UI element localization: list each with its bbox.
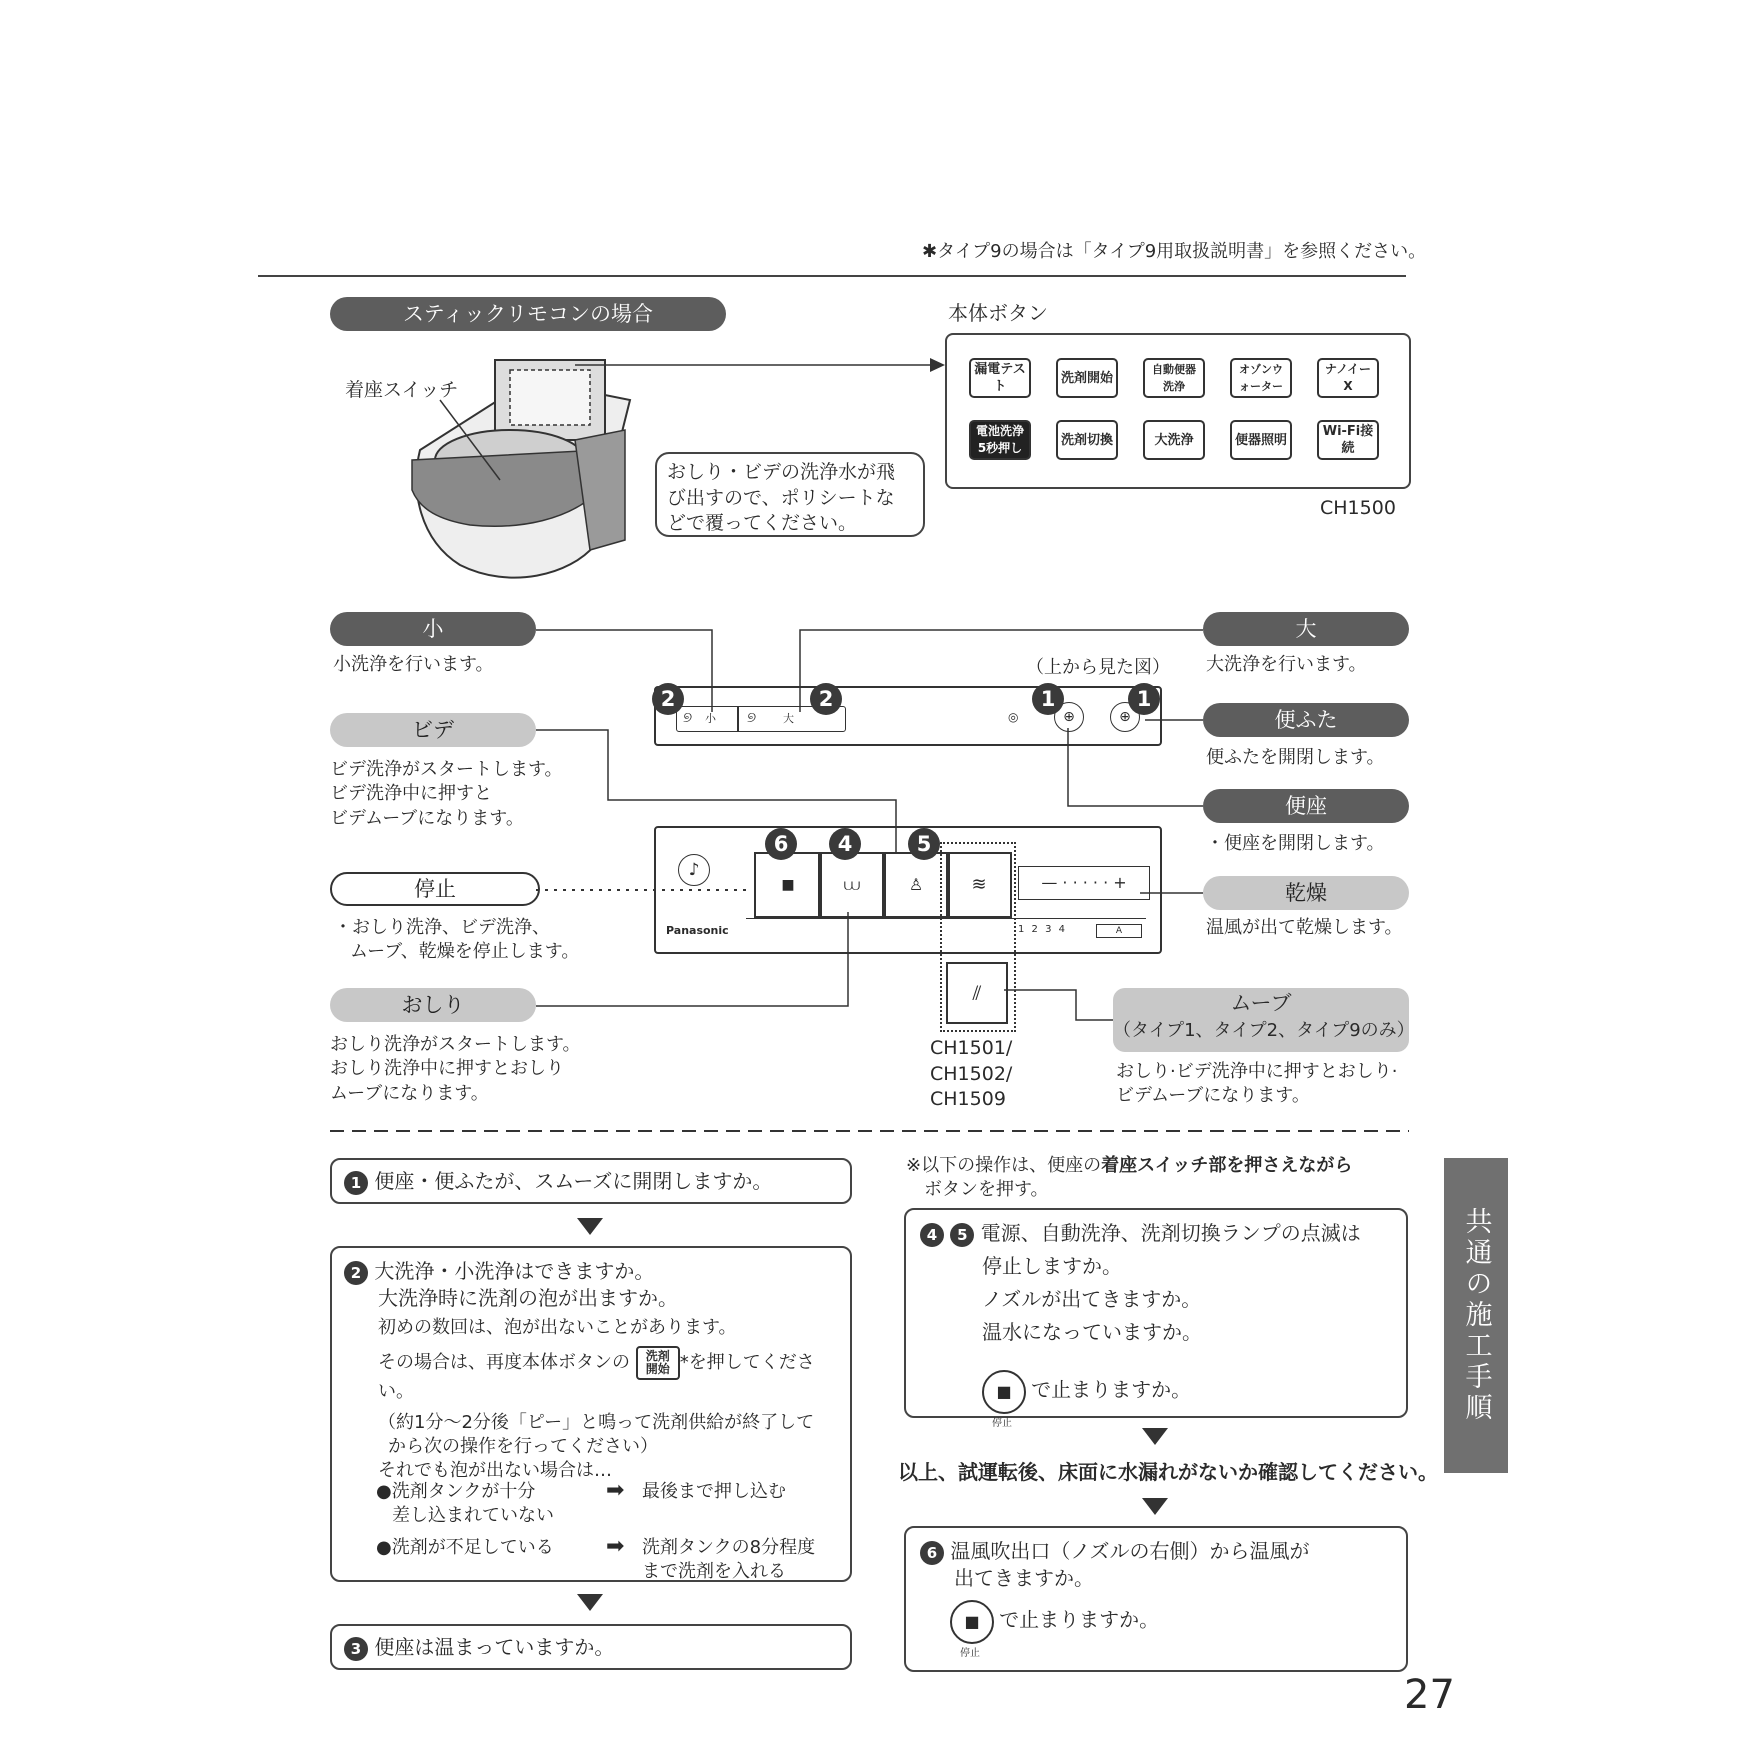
top-view-label: （上から見た図） bbox=[1026, 657, 1170, 678]
marker-1-seat: 1 bbox=[1032, 683, 1064, 715]
step6-stop bbox=[950, 1600, 1160, 1659]
step45-line3: ノズルが出てきますか。 bbox=[982, 1287, 1202, 1311]
case1-fix: 最後まで押し込む bbox=[642, 1481, 786, 1502]
level-numbers: 1 2 3 4 bbox=[1018, 924, 1065, 935]
marker-6: 6 bbox=[765, 828, 797, 860]
move-desc-1: おしり·ビデ洗浄中に押すとおしり· bbox=[1116, 1061, 1398, 1082]
dry-label: 乾燥 bbox=[1203, 876, 1409, 910]
move-desc-2: ビデムーブになります。 bbox=[1116, 1085, 1310, 1107]
arrow-right-icon: ➡ bbox=[606, 1534, 625, 1559]
step6-number: 6 bbox=[920, 1541, 944, 1565]
body-buttons-title: 本体ボタン bbox=[948, 301, 1048, 325]
splash-callout-text: おしり・ビデの洗浄水が飛び出すので、ポリシートなどで覆ってください。 bbox=[667, 461, 896, 535]
step45-line4: 温水になっていますか。 bbox=[982, 1320, 1202, 1344]
header-note: ✱タイプ9の場合は「タイプ9用取扱説明書」を参照ください。 bbox=[922, 241, 1427, 262]
seat-label: 便座 bbox=[1203, 789, 1409, 823]
remote-model-1: CH1501/ bbox=[930, 1037, 1013, 1059]
large-flush-button[interactable]: 大洗浄 bbox=[1143, 420, 1205, 460]
stop-desc-1: ・おしり洗浄、ビデ洗浄、 bbox=[334, 917, 550, 938]
oshiri-desc-3: ムーブになります。 bbox=[330, 1082, 489, 1104]
step2-note2b: *を押してください。 bbox=[378, 1352, 815, 1403]
lid-desc: 便ふたを開閉します。 bbox=[1206, 747, 1385, 768]
indicator-icon: ◎ bbox=[1008, 710, 1019, 724]
small-mark: 小 bbox=[705, 712, 716, 725]
small-desc: 小洗浄を行います。 bbox=[333, 654, 494, 675]
case2-fix bbox=[642, 1536, 815, 1585]
step3-number: 3 bbox=[344, 1637, 368, 1661]
case2-fix-2: まで洗剤を入れる bbox=[642, 1561, 786, 1583]
seat-desc: ・便座を開閉します。 bbox=[1206, 833, 1385, 854]
large-mark: 大 bbox=[783, 712, 794, 725]
down-arrow-2 bbox=[577, 1594, 603, 1611]
step6-line1 bbox=[920, 1538, 1392, 1565]
case1-cond-1: ●洗剤タンクが十分 bbox=[376, 1481, 536, 1502]
bidet-desc-1: ビデ洗浄がスタートします。 bbox=[330, 759, 563, 780]
bidet-desc-3: ビデムーブになります。 bbox=[330, 807, 524, 829]
stop-button[interactable]: ■ bbox=[754, 852, 822, 918]
dry-button[interactable]: ≋ bbox=[946, 852, 1012, 918]
step2-note2 bbox=[344, 1346, 838, 1404]
step2-note3a: （約1分〜2分後「ピー」と鳴って洗剤供給が終了して bbox=[378, 1411, 815, 1433]
case2-fix-1: 洗剤タンクの8分程度 bbox=[642, 1537, 816, 1558]
right-note-2: 着座スイッチ部を押さえながら bbox=[1101, 1155, 1353, 1176]
right-note bbox=[906, 1154, 1352, 1203]
right-note-1: ※以下の操作は、便座の bbox=[906, 1155, 1102, 1176]
step4-number: 4 bbox=[920, 1223, 944, 1247]
stop-button-icon: ■ 停止 bbox=[982, 1370, 1026, 1414]
stop-caption: 停止 bbox=[992, 1418, 1012, 1429]
down-arrow-1 bbox=[577, 1218, 603, 1235]
step45-stop-text: で止まりますか。 bbox=[1031, 1377, 1192, 1402]
step1-box bbox=[330, 1158, 852, 1204]
step45-stop bbox=[982, 1370, 1192, 1429]
auto-bowl-clean-button[interactable]: 自動便器洗浄 bbox=[1143, 358, 1205, 398]
battery-flush-button[interactable]: 電池洗浄5秒押し bbox=[969, 420, 1031, 460]
stop-caption: 停止 bbox=[960, 1648, 980, 1659]
step2-note4: それでも泡が出ない場合は… bbox=[378, 1460, 612, 1482]
bowl-light-button[interactable]: 便器照明 bbox=[1230, 420, 1292, 460]
brand-logo: Panasonic bbox=[666, 924, 729, 937]
bidet-label: ビデ bbox=[330, 713, 536, 747]
step6-box bbox=[904, 1526, 1408, 1672]
step45-text1: 電源、自動洗浄、洗剤切換ランプの点滅は bbox=[980, 1221, 1361, 1245]
ozone-water-button[interactable]: オゾンウォーター bbox=[1230, 358, 1292, 398]
oshiri-label: おしり bbox=[330, 988, 536, 1022]
remote-model-3: CH1509 bbox=[930, 1088, 1006, 1111]
seat-open-button[interactable]: ⊕ bbox=[1054, 702, 1084, 732]
lid-label: 便ふた bbox=[1203, 703, 1409, 737]
swirl-icon: ୭ bbox=[747, 708, 757, 726]
marker-5: 5 bbox=[908, 828, 940, 860]
section-stick-remote: スティックリモコンの場合 bbox=[330, 297, 726, 331]
down-arrow-3 bbox=[1142, 1428, 1168, 1445]
step2-note2a: その場合は、再度本体ボタンの bbox=[378, 1352, 630, 1374]
level-indicator: A bbox=[1096, 924, 1142, 938]
swirl-icon: ୭ bbox=[683, 708, 693, 726]
move-button[interactable]: ⫽ bbox=[946, 962, 1008, 1024]
oshiri-desc-1: おしり洗浄がスタートします。 bbox=[330, 1034, 581, 1055]
confirm-text: 以上、試運転後、床面に水漏れがないか確認してください。 bbox=[898, 1460, 1438, 1484]
nanoe-x-button[interactable]: ナノイーX bbox=[1317, 358, 1379, 398]
wifi-connect-button[interactable]: Wi-Fi接続 bbox=[1317, 420, 1379, 460]
step2-note3b: から次の操作を行ってください） bbox=[388, 1435, 658, 1457]
large-desc: 大洗浄を行います。 bbox=[1206, 654, 1367, 675]
step2-number: 2 bbox=[344, 1261, 368, 1285]
seat-switch-label: 着座スイッチ bbox=[345, 379, 459, 401]
oshiri-button[interactable]: ⩊ bbox=[818, 852, 886, 918]
case2-cond: ●洗剤が不足している bbox=[376, 1537, 554, 1558]
large-label: 大 bbox=[1203, 612, 1409, 646]
marker-2-large: 2 bbox=[810, 683, 842, 715]
remote-model-2: CH1502/ bbox=[930, 1062, 1013, 1085]
step3-box bbox=[330, 1624, 852, 1670]
marker-2-small: 2 bbox=[652, 683, 684, 715]
marker-4: 4 bbox=[829, 828, 861, 860]
step45-line1 bbox=[920, 1220, 1392, 1247]
arrow-right-icon: ➡ bbox=[606, 1478, 625, 1503]
body-model: CH1500 bbox=[1320, 497, 1396, 519]
step1-text: 便座・便ふたが、スムーズに開閉しますか。 bbox=[374, 1169, 773, 1193]
bidet-desc-2: ビデ洗浄中に押すと bbox=[330, 783, 492, 805]
step1-number: 1 bbox=[344, 1171, 368, 1195]
step3-text: 便座は温まっていますか。 bbox=[374, 1635, 615, 1659]
page-number: 27 bbox=[1404, 1672, 1455, 1718]
strength-slider[interactable]: — · · · · · + bbox=[1018, 866, 1150, 900]
detergent-switch-button[interactable]: 洗剤切換 bbox=[1056, 420, 1118, 460]
move-label-subtitle: （タイプ1、タイプ2、タイプ9のみ） bbox=[1113, 1020, 1415, 1041]
stop-label: 停止 bbox=[330, 872, 540, 906]
step2-box bbox=[330, 1246, 852, 1582]
small-label: 小 bbox=[330, 612, 536, 646]
step6-text1: 温風吹出口（ノズルの右側）から温風が bbox=[950, 1539, 1310, 1563]
section-side-tab: 共通の施工手順 bbox=[1444, 1158, 1508, 1473]
stop-button-icon: ■ 停止 bbox=[950, 1600, 994, 1644]
step5-number: 5 bbox=[950, 1223, 974, 1247]
step45-box bbox=[904, 1208, 1408, 1429]
step6-line2: 出てきますか。 bbox=[954, 1566, 1094, 1590]
marker-1-lid: 1 bbox=[1128, 683, 1160, 715]
bidet-button[interactable]: ♙ bbox=[882, 852, 950, 918]
right-note-3: ボタンを押す。 bbox=[924, 1179, 1049, 1201]
step6-stop-text: で止まりますか。 bbox=[999, 1607, 1160, 1632]
oshiri-desc-2: おしり洗浄中に押すとおしり bbox=[330, 1058, 564, 1080]
move-label-title: ムーブ bbox=[1230, 991, 1292, 1015]
step45-line2: 停止しますか。 bbox=[982, 1254, 1122, 1278]
stop-desc-2: ムーブ、乾燥を停止します。 bbox=[350, 941, 580, 963]
down-arrow-4 bbox=[1142, 1498, 1168, 1515]
case1-cond-2: 差し込まれていない bbox=[392, 1505, 554, 1527]
step2-line1 bbox=[344, 1258, 838, 1285]
step2-line2: 大洗浄時に洗剤の泡が出ますか。 bbox=[378, 1286, 678, 1310]
step2-text1: 大洗浄・小洗浄はできますか。 bbox=[374, 1259, 655, 1283]
dry-desc: 温風が出て乾燥します。 bbox=[1206, 917, 1403, 938]
detergent-start-key: 洗剤開始 bbox=[636, 1346, 680, 1380]
step2-note1: 初めの数回は、泡が出ないことがあります。 bbox=[378, 1317, 737, 1338]
leak-test-button[interactable]: 漏電テスト bbox=[969, 358, 1031, 398]
music-icon[interactable]: ♪ bbox=[678, 854, 710, 886]
case1-cond bbox=[376, 1480, 554, 1529]
detergent-start-button[interactable]: 洗剤開始 bbox=[1056, 358, 1118, 398]
lid-open-button[interactable]: ⊕ bbox=[1110, 702, 1140, 732]
